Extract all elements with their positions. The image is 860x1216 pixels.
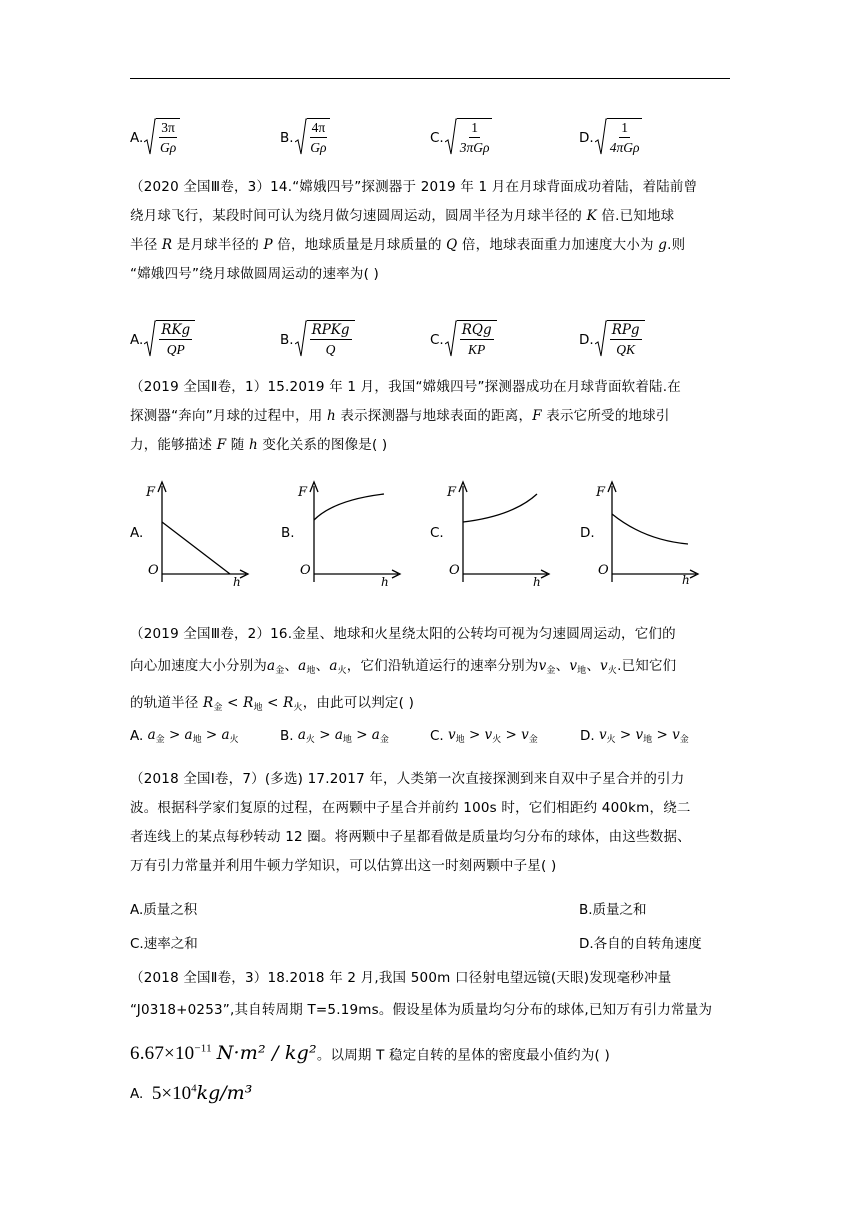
q16-option-b[interactable] bbox=[280, 727, 389, 745]
graph-c[interactable] bbox=[443, 478, 563, 586]
var-r: R bbox=[161, 237, 173, 253]
axis-x-label: h bbox=[533, 575, 541, 586]
option-letter: B. bbox=[280, 728, 294, 744]
option-letter: C. bbox=[430, 332, 444, 348]
q14-line-1: （2020 全国Ⅲ卷，3）14.“嫦娥四号”探测器于 2019 年 1 月在月球背面成功着陆，着陆前曾 bbox=[130, 179, 698, 195]
sub: 金 bbox=[213, 703, 223, 713]
text: 倍.已知地球 bbox=[596, 208, 675, 224]
origin-label: O bbox=[449, 563, 460, 578]
q14-line-2 bbox=[130, 202, 732, 231]
denominator: 4πGρ bbox=[609, 140, 640, 155]
text: ，由此可以判定( ) bbox=[302, 695, 415, 711]
q17-line-4: 万有引力常量并利用牛顿力学知识，可以估算出这一时刻两颗中子星( ) bbox=[130, 858, 557, 874]
option-expr: $v_地 > v_火 > v_金$ bbox=[443, 727, 538, 745]
q14-option-a[interactable] bbox=[130, 320, 195, 360]
numerator: RPg bbox=[611, 322, 640, 338]
q13-option-a[interactable] bbox=[130, 118, 180, 158]
text: .则 bbox=[667, 237, 686, 253]
text: ，它们沿轨道运行的速率分别为 bbox=[346, 658, 539, 674]
q14-option-b[interactable] bbox=[280, 320, 355, 360]
option-letter: D. bbox=[580, 728, 595, 744]
sub: 火 bbox=[337, 666, 347, 676]
value-mantissa: 5×10 bbox=[151, 1083, 192, 1104]
origin-label: O bbox=[148, 563, 159, 578]
q14-line-3 bbox=[130, 231, 732, 260]
q18-line-3 bbox=[130, 1033, 732, 1071]
q17-line-3: 者连线上的某点每秒转动 12 圈。将两颗中子星都看做是质量均匀分布的球体，由这些数据、 bbox=[130, 829, 691, 845]
q17-option-c[interactable]: C.速率之和 bbox=[130, 936, 198, 952]
denominator: QP bbox=[166, 342, 185, 357]
q17-option-a[interactable]: A.质量之积 bbox=[130, 902, 198, 918]
text: 的轨道半径 bbox=[130, 695, 199, 711]
a-venus: $a_金$ bbox=[267, 658, 285, 676]
q13-option-c[interactable] bbox=[430, 118, 492, 158]
const-mantissa: 6.67×10 bbox=[130, 1043, 195, 1065]
numerator: 3π bbox=[159, 120, 177, 138]
numerator: 1 bbox=[619, 120, 630, 138]
var-h: h bbox=[248, 437, 258, 453]
numerator: RQg bbox=[461, 322, 492, 338]
a-mars: $a_火$ bbox=[329, 658, 347, 676]
graph-b[interactable] bbox=[294, 478, 414, 586]
text: 变化关系的图像是( ) bbox=[257, 437, 388, 453]
radical bbox=[295, 320, 355, 360]
const-unit: N·m² / kg² bbox=[216, 1042, 317, 1065]
axis-x-label: h bbox=[682, 573, 690, 586]
value-unit: kg/m³ bbox=[196, 1082, 253, 1104]
q16-line-2 bbox=[130, 652, 732, 686]
option-letter: C. bbox=[430, 130, 444, 146]
sub: 地 bbox=[253, 703, 263, 713]
v-earth: $v_地$ bbox=[569, 658, 587, 676]
radius-inequality: $R_金 < R_地 < R_火$ bbox=[198, 695, 303, 713]
const-exponent: −11 bbox=[194, 1043, 212, 1055]
sep: 、 bbox=[555, 658, 570, 674]
option-letter: A. bbox=[130, 728, 144, 744]
var-g: g bbox=[658, 237, 668, 253]
sub: 金 bbox=[379, 735, 389, 745]
text: 随 bbox=[226, 437, 249, 453]
sep: 、 bbox=[284, 658, 299, 674]
denominator: 3πGρ bbox=[459, 140, 490, 155]
q15-line-2 bbox=[130, 402, 732, 431]
denominator: Gρ bbox=[159, 140, 177, 155]
q16-line-1: （2019 全国Ⅲ卷，2）16.金星、地球和火星绕太阳的公转均可视为匀速圆周运动，它们的 bbox=[130, 626, 676, 642]
q17-line-2: 波。根据科学家们复原的过程，在两颗中子星合并前约 100s 时，它们相距约 400km，绕二 bbox=[130, 800, 691, 816]
sub: 金 bbox=[528, 735, 538, 745]
axis-y-label: F bbox=[447, 485, 457, 500]
q17-option-b[interactable]: B.质量之和 bbox=[579, 902, 647, 918]
graph-label-c: C. bbox=[430, 525, 444, 541]
v-venus: $v_金$ bbox=[538, 658, 556, 676]
v-mars: $v_火$ bbox=[600, 658, 618, 676]
numerator: 4π bbox=[310, 120, 328, 138]
q15-line-1: （2019 全国Ⅱ卷，1）15.2019 年 1 月，我国“嫦娥四号”探测器成功在月球背面软着陆.在 bbox=[130, 379, 681, 395]
denominator: Q bbox=[325, 342, 336, 357]
q16-line-3 bbox=[130, 689, 732, 723]
option-letter: B. bbox=[280, 332, 294, 348]
graph-label-b: B. bbox=[281, 525, 295, 541]
option-expr: $a_金 > a_地 > a_火$ bbox=[143, 727, 239, 745]
axis-x-label: h bbox=[381, 575, 389, 586]
sub: 金 bbox=[546, 666, 556, 676]
q14-option-d[interactable] bbox=[579, 320, 645, 360]
text: 表示它所受的地球引 bbox=[541, 408, 670, 424]
q16-options bbox=[130, 727, 732, 751]
q14-line-4: “嫦娥四号”绕月球做圆周运动的速率为( ) bbox=[130, 266, 380, 282]
radical bbox=[595, 320, 645, 360]
q17-line-1: （2018 全国Ⅰ卷，7）(多选) 17.2017 年，人类第一次直接探测到来自双中子星合并的引力 bbox=[130, 771, 685, 787]
text: .已知它们 bbox=[617, 658, 677, 674]
var-k: K bbox=[586, 208, 597, 224]
var-p: P bbox=[263, 237, 273, 253]
sub: 火 bbox=[293, 703, 303, 713]
q14-option-c[interactable] bbox=[430, 320, 497, 360]
sub: 火 bbox=[305, 735, 315, 745]
graph-label-d: D. bbox=[580, 525, 595, 541]
option-expr: $v_火 > v_地 > v_金$ bbox=[594, 727, 689, 745]
sub: 火 bbox=[492, 735, 502, 745]
sep: 、 bbox=[586, 658, 601, 674]
option-letter: A. bbox=[130, 332, 144, 348]
q17-options-row-2 bbox=[130, 932, 732, 958]
option-letter: B. bbox=[280, 130, 294, 146]
text: 探测器“奔向”月球的过程中，用 bbox=[130, 408, 327, 424]
sub: 火 bbox=[229, 735, 239, 745]
q14-options bbox=[130, 320, 732, 360]
q16-option-c[interactable] bbox=[430, 727, 538, 745]
sub: 火 bbox=[606, 735, 616, 745]
text: 绕月球飞行，某段时间可认为绕月做匀速圆周运动，圆周半径为月球半径的 bbox=[130, 208, 587, 224]
q18-line-2: “J0318+0253”,其自转周期 T=5.19ms。假设星体为质量均匀分布的球体,已知万有引力常量为 bbox=[130, 1002, 713, 1018]
sub: 金 bbox=[155, 735, 165, 745]
option-letter: C. bbox=[430, 728, 444, 744]
q13-options bbox=[130, 118, 732, 158]
axis-y-label: F bbox=[298, 485, 308, 500]
q15-line-3 bbox=[130, 431, 732, 460]
text: 力，能够描述 bbox=[130, 437, 217, 453]
q18-stem bbox=[130, 964, 732, 1071]
sub: 地 bbox=[577, 666, 587, 676]
text: 倍，地球表面重力加速度大小为 bbox=[457, 237, 659, 253]
axis-x-label: h bbox=[233, 575, 241, 586]
denominator: KP bbox=[468, 342, 486, 357]
graph-label-a: A. bbox=[130, 525, 144, 541]
text: 表示探测器与地球表面的距离， bbox=[335, 408, 533, 424]
text: 。以周期 T 稳定自转的星体的密度最小值约为( ) bbox=[316, 1047, 610, 1064]
graph-a[interactable] bbox=[142, 478, 262, 586]
gravitational-constant bbox=[130, 1043, 317, 1064]
origin-label: O bbox=[598, 563, 609, 578]
sub: 金 bbox=[275, 666, 285, 676]
radical bbox=[295, 118, 331, 158]
origin-label: O bbox=[300, 563, 311, 578]
value-exponent: 4 bbox=[191, 1082, 197, 1095]
sub: 火 bbox=[607, 666, 618, 676]
q18-line-1: （2018 全国Ⅱ卷，3）18.2018 年 2 月,我国 500m 口径射电望远镜(天眼)发现毫秒冲量 bbox=[130, 970, 672, 986]
q16-stem bbox=[130, 620, 732, 723]
option-letter: A. bbox=[130, 1085, 144, 1102]
axis-y-label: F bbox=[146, 485, 156, 500]
option-value bbox=[152, 1082, 252, 1105]
numerator: RKg bbox=[161, 322, 191, 338]
sub: 地 bbox=[643, 735, 653, 745]
graph-d[interactable] bbox=[592, 478, 712, 586]
sub: 地 bbox=[455, 735, 465, 745]
q13-option-d[interactable] bbox=[579, 118, 642, 158]
option-letter: D. bbox=[579, 130, 594, 146]
numerator: RPKg bbox=[311, 322, 350, 338]
q18-option-a[interactable] bbox=[130, 1082, 252, 1105]
option-letter: A. bbox=[130, 130, 144, 146]
numerator: 1 bbox=[469, 120, 480, 138]
q16-option-a[interactable] bbox=[130, 727, 239, 745]
a-earth: $a_地$ bbox=[298, 658, 316, 676]
q13-option-b[interactable] bbox=[280, 118, 330, 158]
denominator: Gρ bbox=[310, 140, 327, 155]
sub: 地 bbox=[342, 735, 352, 745]
option-expr: $a_火 > a_地 > a_金$ bbox=[293, 727, 389, 745]
q17-stem bbox=[130, 765, 732, 881]
q17-options-row-1 bbox=[130, 898, 732, 924]
text: 是月球半径的 bbox=[172, 237, 264, 253]
radical bbox=[445, 118, 493, 158]
var-f: F bbox=[216, 437, 227, 453]
q17-option-d[interactable]: D.各自的自转角速度 bbox=[579, 936, 702, 952]
sub: 金 bbox=[679, 735, 689, 745]
sub: 地 bbox=[306, 666, 316, 676]
q15-stem bbox=[130, 373, 732, 460]
q14-stem bbox=[130, 173, 732, 289]
var-q: Q bbox=[446, 237, 458, 253]
header-rule bbox=[130, 78, 730, 79]
sep: 、 bbox=[315, 658, 330, 674]
radical bbox=[144, 118, 180, 158]
option-letter: D. bbox=[579, 332, 594, 348]
radical bbox=[445, 320, 497, 360]
radical bbox=[595, 118, 643, 158]
var-h: h bbox=[326, 408, 336, 424]
q16-option-d[interactable] bbox=[580, 727, 689, 745]
radical bbox=[144, 320, 195, 360]
var-f: F bbox=[532, 408, 542, 424]
text: 半径 bbox=[130, 237, 162, 253]
text: 倍，地球质量是月球质量的 bbox=[272, 237, 447, 253]
q18-options bbox=[130, 1082, 732, 1112]
sub: 地 bbox=[192, 735, 202, 745]
denominator: QK bbox=[616, 342, 636, 357]
text: 向心加速度大小分别为 bbox=[130, 658, 267, 674]
axis-y-label: F bbox=[596, 485, 606, 500]
